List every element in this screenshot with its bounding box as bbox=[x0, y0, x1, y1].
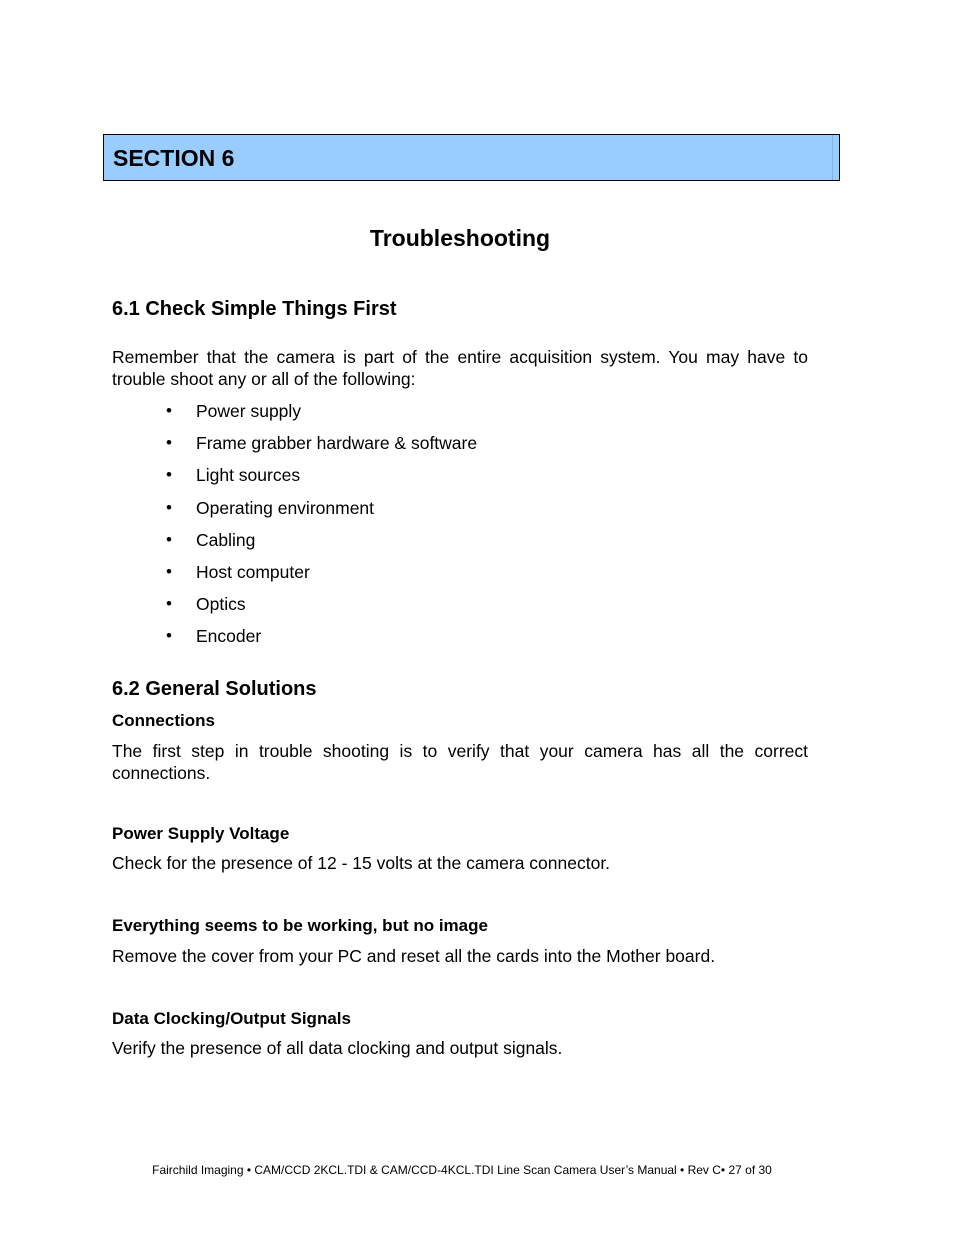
no-image-paragraph: Remove the cover from your PC and reset all the cards into the Mother board. bbox=[112, 946, 716, 966]
section-banner bbox=[103, 134, 840, 181]
bullet-icon: • bbox=[166, 594, 172, 613]
bullet-icon: • bbox=[166, 465, 172, 484]
list-item-text: Encoder bbox=[196, 626, 262, 646]
subheading-no-image: Everything seems to be working, but no image bbox=[112, 916, 488, 935]
heading-6-1: 6.1 Check Simple Things First bbox=[112, 298, 397, 320]
list-item bbox=[0, 399, 500, 423]
bullet-icon: • bbox=[166, 530, 172, 549]
bullet-icon: • bbox=[166, 433, 172, 452]
bullet-icon: • bbox=[166, 401, 172, 420]
list-item bbox=[0, 528, 500, 552]
bullet-icon: • bbox=[166, 562, 172, 581]
page-title: Troubleshooting bbox=[369, 225, 551, 251]
list-item bbox=[0, 431, 500, 455]
list-item-text: Optics bbox=[196, 594, 246, 614]
list-item-text: Operating environment bbox=[196, 498, 375, 518]
power-paragraph: Check for the presence of 12 - 15 volts at the camera connector. bbox=[112, 853, 611, 873]
list-item bbox=[0, 496, 500, 520]
data-clocking-paragraph: Verify the presence of all data clocking and output signals. bbox=[112, 1038, 563, 1058]
list-item bbox=[0, 592, 500, 616]
list-item-text: Light sources bbox=[196, 465, 301, 485]
bullet-icon: • bbox=[166, 498, 172, 517]
intro-paragraph: Remember that the camera is part of the entire acquisition system. You may have to trouble shoot any or all of the following: bbox=[112, 347, 808, 389]
page-footer: Fairchild Imaging • CAM/CCD 2KCL.TDI & CAM/CCD-4KCL.TDI Line Scan Camera User’s Manual • Rev C• 27 of 30 bbox=[152, 1163, 772, 1177]
section-label: SECTION 6 bbox=[113, 145, 235, 171]
list-item-text: Power supply bbox=[196, 401, 302, 421]
heading-6-2: 6.2 General Solutions bbox=[112, 678, 317, 700]
list-item bbox=[0, 560, 500, 584]
subheading-data-clocking: Data Clocking/Output Signals bbox=[112, 1009, 351, 1028]
list-item bbox=[0, 624, 500, 648]
list-item bbox=[0, 463, 500, 487]
list-item-text: Host computer bbox=[196, 562, 310, 582]
subheading-power-supply-voltage: Power Supply Voltage bbox=[112, 824, 290, 843]
list-item-text: Cabling bbox=[196, 530, 256, 550]
connections-paragraph: The first step in trouble shooting is to verify that your camera has all the correct connections. bbox=[112, 741, 808, 783]
subheading-connections: Connections bbox=[112, 711, 215, 730]
bullet-icon: • bbox=[166, 626, 172, 645]
list-item-text: Frame grabber hardware & software bbox=[196, 433, 478, 453]
